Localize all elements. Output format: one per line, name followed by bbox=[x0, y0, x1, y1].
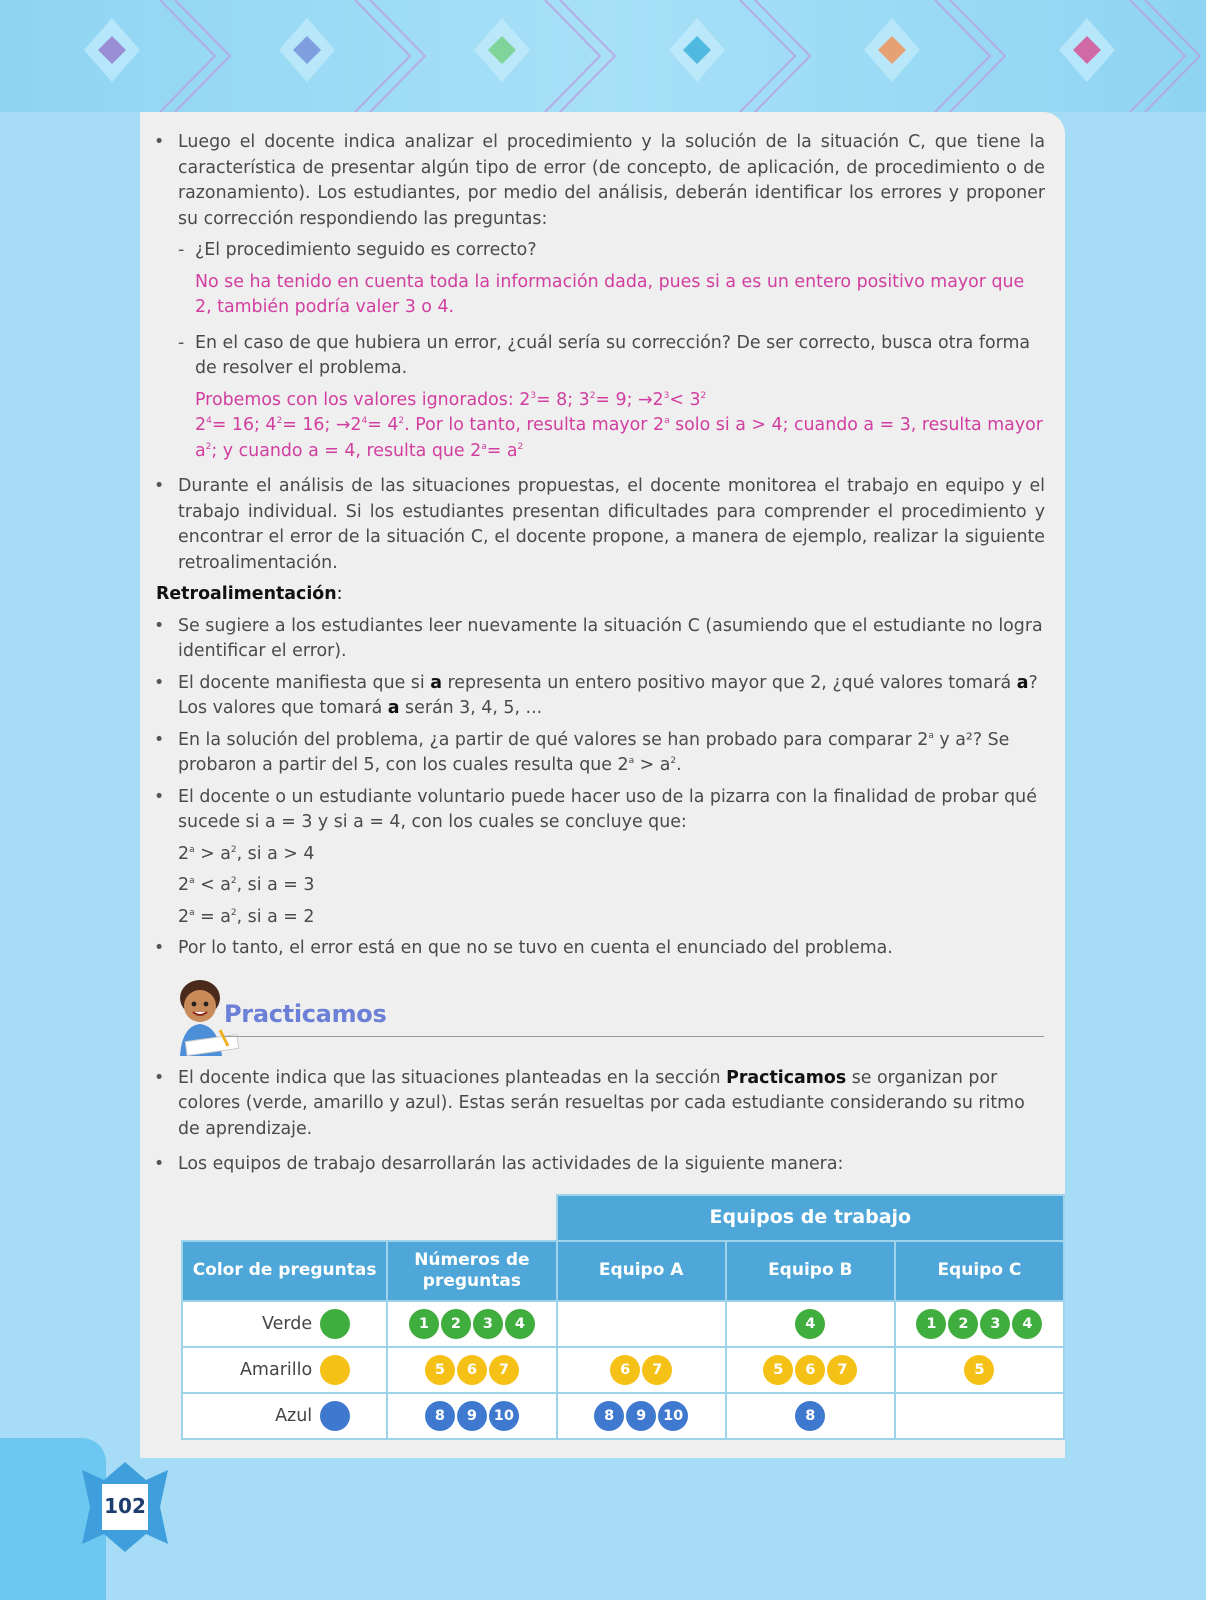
table-row bbox=[182, 1347, 1064, 1393]
page-number: 102 bbox=[104, 1494, 146, 1518]
header-equipo-b: Equipo B bbox=[726, 1241, 895, 1301]
question-badge: 1 bbox=[409, 1309, 439, 1339]
question-badge: 3 bbox=[980, 1309, 1010, 1339]
bullet-analyze-situation-c: • Luego el docente indica analizar el procedimiento y la solución de la situación C, que tiene la característica de presentar algún tipo de error (de concepto, de aplicación, de procedimiento o de razonamiento). Los estudiantes, por medio del análisis, deberán identificar los errores y proponer su corrección respondiendo las preguntas: bbox=[140, 130, 1065, 232]
question-badge: 6 bbox=[795, 1355, 825, 1385]
question-badge: 5 bbox=[763, 1355, 793, 1385]
table-row bbox=[182, 1393, 1064, 1439]
question-badge: 10 bbox=[658, 1401, 688, 1431]
question-badge: 2 bbox=[948, 1309, 978, 1339]
bullet-retro-4: • El docente o un estudiante voluntario puede hacer uso de la pizarra con la finalidad de probar qué sucede si a = 3 y si a = 4, con los cuales se concluye que: bbox=[140, 785, 1065, 836]
yellow-dot-icon bbox=[320, 1355, 350, 1385]
question-badge: 6 bbox=[457, 1355, 487, 1385]
numbers-cell bbox=[387, 1347, 556, 1393]
bullet-retro-3: • En la solución del problema, ¿a partir de qué valores se han probado para comparar 2$^a$ y a²? Se probaron a partir del 5, con los cuales resulta que $2^a > a^2$. bbox=[140, 728, 1065, 779]
color-label: Verde bbox=[262, 1313, 313, 1334]
question-badge: 10 bbox=[489, 1401, 519, 1431]
question-badge: 7 bbox=[642, 1355, 672, 1385]
practicamos-header bbox=[140, 976, 1065, 1056]
header-equipo-c: Equipo C bbox=[895, 1241, 1064, 1301]
question-badge: 1 bbox=[916, 1309, 946, 1339]
question-badge: 6 bbox=[610, 1355, 640, 1385]
numbers-cell bbox=[387, 1393, 556, 1439]
equipo-b-cell bbox=[726, 1301, 895, 1347]
question-badge: 5 bbox=[964, 1355, 994, 1385]
question-badge: 4 bbox=[795, 1309, 825, 1339]
question-badge: 8 bbox=[594, 1401, 624, 1431]
header-equipo-a: Equipo A bbox=[557, 1241, 726, 1301]
question-badge: 9 bbox=[626, 1401, 656, 1431]
green-dot-icon bbox=[320, 1309, 350, 1339]
equipo-b-cell bbox=[726, 1347, 895, 1393]
equipo-c-cell bbox=[895, 1301, 1064, 1347]
equipo-a-cell bbox=[557, 1393, 726, 1439]
equipo-c-cell bbox=[895, 1347, 1064, 1393]
answer-correction: Probemos con los valores ignorados: $2^3= 8$; $3^2= 9$; $\to 2^3< 3^2$ $2^4= 16$; $4^2= 16$; $\to 2^4= 4^2$. Por lo tanto, resulta mayor 2$^a$ solo si a > 4; cuando a = 3, resulta mayor $a^2$; y cuando a = 4, resulta que $2^a= a^2$ bbox=[195, 389, 1043, 461]
table-row bbox=[182, 1301, 1064, 1347]
bullet-teams: • Los equipos de trabajo desarrollarán las actividades de la siguiente manera: bbox=[140, 1152, 1065, 1178]
decorative-banner bbox=[0, 0, 1206, 112]
header-equipos-de-trabajo: Equipos de trabajo bbox=[557, 1195, 1064, 1241]
bullet-practicamos-colors: • El docente indica que las situaciones planteadas en la sección Practicamos se organizan por colores (verde, amarillo y azul). Estas serán resueltas por cada estudiante considerando su ritmo de aprendizaje. bbox=[140, 1066, 1065, 1143]
practicamos-title: Practicamos bbox=[224, 999, 387, 1028]
question-badge: 8 bbox=[795, 1401, 825, 1431]
question-badge: 2 bbox=[441, 1309, 471, 1339]
bullet-retro-2: • El docente manifiesta que si a representa un entero positivo mayor que 2, ¿qué valores tomará a? Los valores que tomará a serán 3, 4, 5, ... bbox=[140, 671, 1065, 722]
numbers-cell bbox=[387, 1301, 556, 1347]
question-badge: 4 bbox=[1012, 1309, 1042, 1339]
banner-pattern bbox=[0, 0, 1206, 112]
bullet-retro-1: • Se sugiere a los estudiantes leer nuevamente la situación C (asumiendo que el estudiante no logra identificar el error). bbox=[140, 614, 1065, 665]
conclusion-3: $2^a = a^2$, si a = 2 bbox=[178, 906, 315, 927]
header-numbers: Números de preguntas bbox=[387, 1241, 556, 1301]
header-color: Color de preguntas bbox=[182, 1241, 387, 1301]
teams-table bbox=[181, 1194, 1065, 1440]
content-body bbox=[140, 130, 1065, 1440]
question-correction: - En el caso de que hubiera un error, ¿cuál sería su corrección? De ser correcto, busca otra forma de resolver el problema. bbox=[140, 331, 1065, 382]
question-badge: 9 bbox=[457, 1401, 487, 1431]
blue-dot-icon bbox=[320, 1401, 350, 1431]
conclusion-2: $2^a < a^2$, si a = 3 bbox=[178, 875, 315, 895]
color-label: Amarillo bbox=[239, 1359, 313, 1380]
section-divider bbox=[224, 1036, 1044, 1037]
question-badge: 5 bbox=[425, 1355, 455, 1385]
equipo-b-cell bbox=[726, 1393, 895, 1439]
equipo-a-cell bbox=[557, 1347, 726, 1393]
retroalimentacion-heading: Retroalimentación: bbox=[156, 584, 343, 604]
color-label: Azul bbox=[275, 1405, 313, 1426]
question-badge: 7 bbox=[827, 1355, 857, 1385]
content-card bbox=[140, 112, 1065, 1458]
question-badge: 8 bbox=[425, 1401, 455, 1431]
question-badge: 4 bbox=[505, 1309, 535, 1339]
bullet-monitoring: • Durante el análisis de las situaciones propuestas, el docente monitorea el trabajo en equipo y el trabajo individual. Si los estudiantes presentan dificultades para comprender el procedimiento y encontrar el error de la situación C, el docente propone, a manera de ejemplo, realizar la siguiente retroalimentación. bbox=[140, 474, 1065, 576]
equipo-a-cell bbox=[557, 1301, 726, 1347]
conclusion-1: $2^a > a^2$, si a > 4 bbox=[178, 843, 315, 864]
question-procedure-correct: - ¿El procedimiento seguido es correcto? bbox=[140, 238, 1065, 264]
answer-procedure-correct: No se ha tenido en cuenta toda la información dada, pues si a es un entero positivo mayor que 2, también podría valer 3 o 4. bbox=[195, 271, 1025, 317]
question-badge: 3 bbox=[473, 1309, 503, 1339]
equipo-c-cell bbox=[895, 1393, 1064, 1439]
bullet-retro-5: • Por lo tanto, el error está en que no se tuvo en cuenta el enunciado del problema. bbox=[140, 936, 1065, 962]
question-badge: 7 bbox=[489, 1355, 519, 1385]
